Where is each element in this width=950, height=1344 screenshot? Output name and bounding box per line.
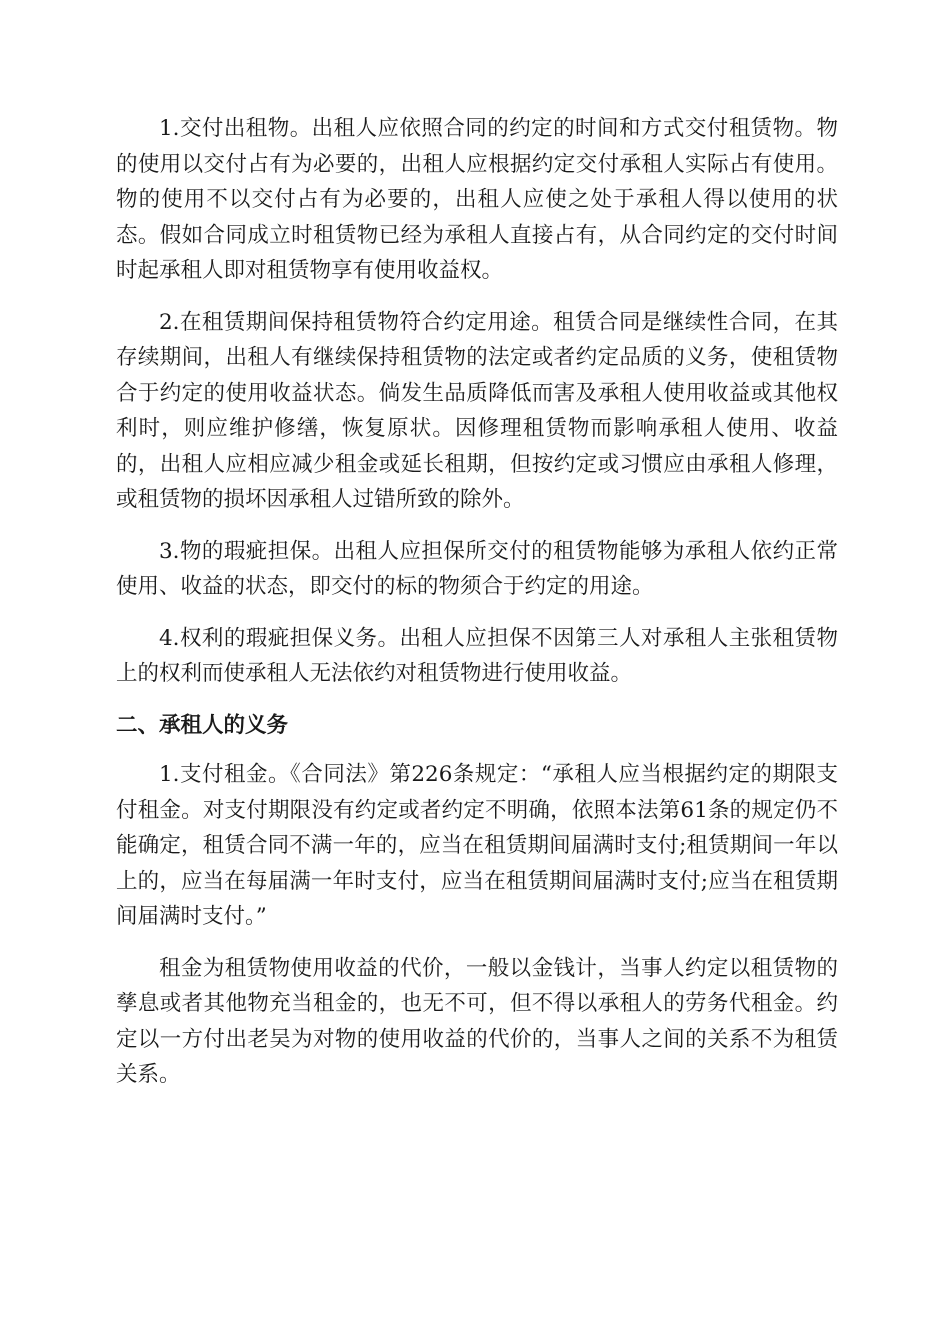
paragraph-maintain-agreed-use: 2.在租赁期间保持租赁物符合约定用途。租赁合同是继续性合同，在其存续期间，出租人有继续保持租赁物的法定或者约定品质的义务，使租赁物合于约定的使用收益状态。倘发生品质降低而害及承租人使用收益或其他权利时，则应维护修缮，恢复原状。因修理租赁物而影响承租人使用、收益的，出租人应相应减少租金或延长租期，但按约定或习惯应由承租人修理，或租赁物的损坏因承租人过错所致的除外。	[116, 309, 838, 512]
paragraph-pay-rent: 1.支付租金。《合同法》第226条规定：“承租人应当根据约定的期限支付租金。对支付期限没有约定或者约定不明确，依照本法第61条的规定仍不能确定，租赁合同不满一年的，应当在租赁期间届满时支付;租赁期间一年以上的，应当在每届满一年时支付，应当在租赁期间届满时支付;应当在租赁期间届满时支付。”	[116, 762, 838, 929]
section-heading-lessee-obligations: 二、承租人的义务	[116, 712, 289, 738]
paragraph-rent-definition: 租金为租赁物使用收益的代价，一般以金钱计，当事人约定以租赁物的孳息或者其他物充当租金的，也无不可，但不得以承租人的劳务代租金。约定以一方付出老吴为对物的使用收益的代价的，当事人之间的关系不为租赁关系。	[116, 955, 838, 1087]
paragraph-defect-warranty: 3.物的瑕疵担保。出租人应担保所交付的租赁物能够为承租人依约正常使用、收益的状态，即交付的标的物须合于约定的用途。	[116, 538, 838, 599]
paragraph-delivery-of-leased-property: 1.交付出租物。出租人应依照合同的约定的时间和方式交付租赁物。物的使用以交付占有为必要的，出租人应根据约定交付承租人实际占有使用。物的使用不以交付占有为必要的，出租人应使之处于承租人得以使用的状态。假如合同成立时租赁物已经为承租人直接占有，从合同约定的交付时间时起承租人即对租赁物享有使用收益权。	[116, 116, 838, 283]
document-body	[116, 111, 838, 1109]
paragraph-title-warranty: 4.权利的瑕疵担保义务。出租人应担保不因第三人对承租人主张租赁物上的权利而使承租人无法依约对租赁物进行使用收益。	[116, 625, 838, 686]
